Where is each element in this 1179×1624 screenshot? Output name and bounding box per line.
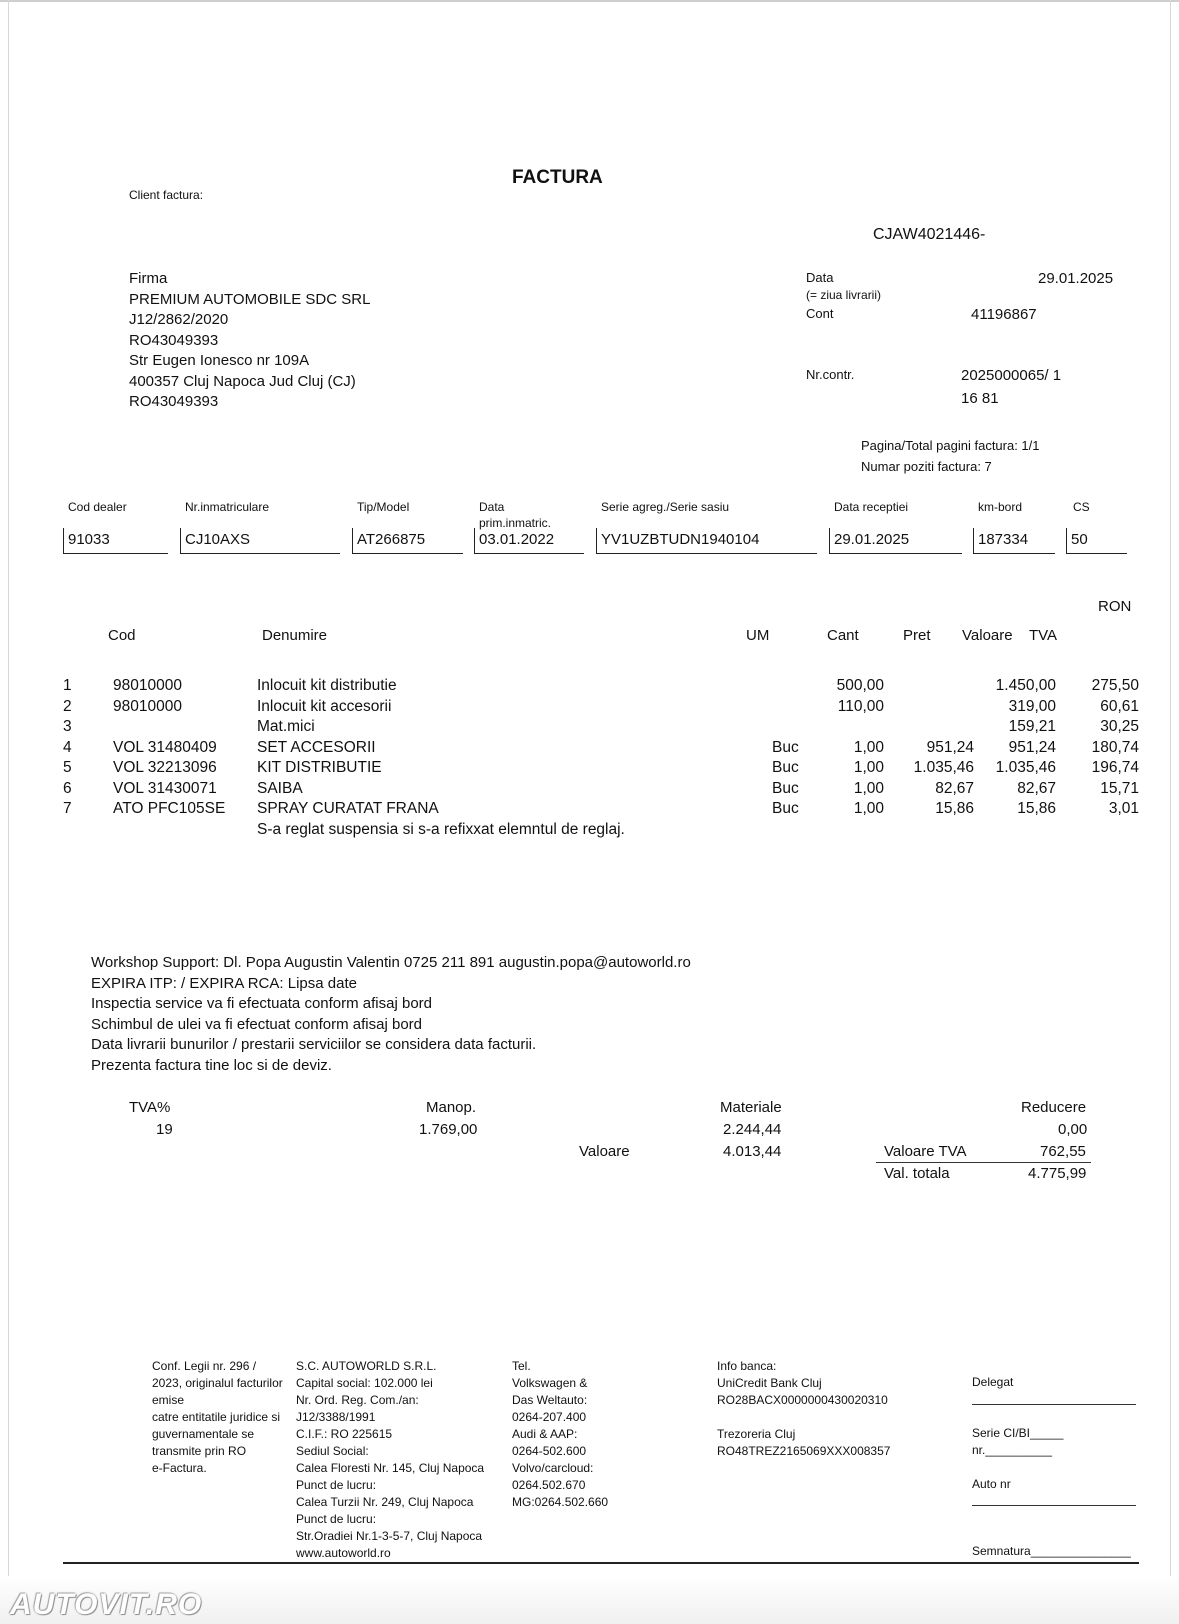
invoice-number: CJAW4021446- bbox=[873, 226, 986, 243]
header-data-receptiei: Data receptiei bbox=[834, 500, 909, 514]
footer-line: 2023, originalul facturilor bbox=[152, 1376, 283, 1390]
footer-line: Str.Oradiei Nr.1-3-5-7, Cluj Napoca bbox=[296, 1529, 483, 1543]
row-cant: 1,00 bbox=[853, 800, 884, 817]
value-nr-inmatriculare: CJ10AXS bbox=[180, 528, 340, 554]
row-tva: 3,01 bbox=[1108, 800, 1139, 817]
row-pret: 951,24 bbox=[926, 739, 974, 756]
note-line: Prezenta factura tine loc si de deviz. bbox=[91, 1056, 332, 1074]
client-line: Firma bbox=[129, 270, 168, 287]
footer-line: 0264-207.400 bbox=[512, 1410, 587, 1424]
footer-line: J12/3388/1991 bbox=[296, 1410, 376, 1424]
summary-tva-pct-label: TVA% bbox=[129, 1099, 171, 1116]
header-cod-dealer: Cod dealer bbox=[68, 500, 127, 514]
row-nr: 7 bbox=[63, 800, 72, 817]
row-valoare: 159,21 bbox=[1008, 718, 1056, 735]
note-line: Schimbul de ulei va fi efectuat conform afisaj bord bbox=[91, 1015, 423, 1033]
summary-val-totala-label: Val. totala bbox=[884, 1165, 950, 1182]
notes-block bbox=[91, 953, 691, 1076]
summary-val-totala: 4.775,99 bbox=[1028, 1165, 1087, 1182]
col-valoare: Valoare bbox=[962, 627, 1013, 644]
footer-line: Volvo/carcloud: bbox=[512, 1461, 594, 1475]
value-km-bord: 187334 bbox=[973, 528, 1055, 554]
row-nr: 5 bbox=[63, 759, 72, 776]
value-cs: 50 bbox=[1066, 528, 1127, 554]
invoice-title: FACTURA bbox=[512, 167, 603, 188]
summary-valoare: 4.013,44 bbox=[723, 1143, 782, 1160]
row-valoare: 1.035,46 bbox=[995, 759, 1056, 776]
row-nr: 2 bbox=[63, 698, 72, 715]
header-nr-inmatriculare: Nr.inmatriculare bbox=[185, 500, 270, 514]
data-label: Data bbox=[806, 270, 834, 285]
col-cant: Cant bbox=[827, 627, 859, 644]
note-line: Data livrarii bunurilor / prestarii serviciilor se considera data facturii. bbox=[91, 1036, 537, 1053]
footer-line: Capital social: 102.000 lei bbox=[296, 1376, 433, 1390]
summary-materiale: 2.244,44 bbox=[723, 1121, 782, 1138]
header-km-bord: km-bord bbox=[978, 500, 1023, 514]
footer-line: Punct de lucru: bbox=[296, 1512, 377, 1526]
footer-line: Calea Turzii Nr. 249, Cluj Napoca bbox=[296, 1495, 474, 1509]
client-line: PREMIUM AUTOMOBILE SDC SRL bbox=[129, 290, 371, 308]
footer-line: catre entitatile juridice si bbox=[152, 1410, 281, 1424]
summary-valoare-label: Valoare bbox=[579, 1143, 630, 1160]
client-line: Str Eugen Ionesco nr 109A bbox=[129, 352, 310, 369]
row-denumire: KIT DISTRIBUTIE bbox=[257, 759, 382, 776]
footer-legal bbox=[152, 1358, 283, 1477]
footer-divider bbox=[63, 1562, 1139, 1564]
client-line: 400357 Cluj Napoca Jud Cluj (CJ) bbox=[129, 372, 356, 390]
table-row bbox=[0, 780, 1179, 801]
table-row bbox=[0, 718, 1179, 739]
footer-line: Punct de lucru: bbox=[296, 1478, 377, 1492]
table-row bbox=[0, 698, 1179, 719]
footer-line: Nr. Ord. Reg. Com./an: bbox=[296, 1393, 419, 1407]
client-block bbox=[129, 269, 370, 413]
client-line: RO43049393 bbox=[129, 331, 219, 349]
client-line: J12/2862/2020 bbox=[129, 311, 229, 328]
value-serie: YV1UZBTUDN1940104 bbox=[596, 528, 817, 554]
auto-nr-label: Auto nr bbox=[972, 1477, 1011, 1491]
row-cod: 98010000 bbox=[113, 698, 182, 715]
cont-label: Cont bbox=[806, 306, 834, 321]
footer-line: MG:0264.502.660 bbox=[512, 1495, 609, 1509]
row-cod: ATO PFC105SE bbox=[113, 800, 226, 817]
footer-line: Das Weltauto: bbox=[512, 1393, 588, 1407]
summary-tva-pct: 19 bbox=[156, 1121, 173, 1138]
row-valoare: 951,24 bbox=[1008, 739, 1056, 756]
footer-line: Tel. bbox=[512, 1359, 531, 1373]
row-cant: 110,00 bbox=[837, 698, 884, 715]
row-valoare: 319,00 bbox=[1008, 698, 1056, 715]
footer-line: UniCredit Bank Cluj bbox=[717, 1376, 822, 1390]
note-line: Workshop Support: Dl. Popa Augustin Valentin 0725 211 891 augustin.popa@autoworld.ro bbox=[91, 954, 691, 971]
data-note: (= ziua livrarii) bbox=[806, 288, 882, 302]
page-count: Pagina/Total pagini factura: 1/1 bbox=[861, 438, 1040, 453]
footer-bank bbox=[717, 1358, 890, 1460]
row-denumire: SPRAY CURATAT FRANA bbox=[257, 800, 439, 817]
contract-value-2: 16 81 bbox=[961, 390, 999, 407]
footer-line: 0264.502.670 bbox=[512, 1478, 586, 1492]
summary-reducere: 0,00 bbox=[1058, 1121, 1088, 1138]
row-tva: 196,74 bbox=[1091, 759, 1139, 776]
row-cod: VOL 31430071 bbox=[113, 780, 217, 797]
header-tip-model: Tip/Model bbox=[357, 500, 410, 514]
col-pret: Pret bbox=[903, 627, 931, 644]
watermark-logo: AUTOVIT.RO bbox=[10, 1588, 203, 1621]
footer-line: Info banca: bbox=[717, 1359, 777, 1373]
header-data-prim-2: prim.inmatric. bbox=[479, 516, 552, 530]
row-tva: 15,71 bbox=[1100, 780, 1139, 797]
row-nr: 4 bbox=[63, 739, 72, 756]
col-denumire: Denumire bbox=[262, 627, 328, 644]
row-pret: 1.035,46 bbox=[913, 759, 974, 776]
table-row bbox=[0, 677, 1179, 698]
footer-line: emise bbox=[152, 1393, 185, 1407]
header-cs: CS bbox=[1073, 500, 1090, 514]
semnatura-label: Semnatura_______________ bbox=[972, 1544, 1131, 1558]
row-um: Buc bbox=[772, 759, 799, 776]
row-valoare: 15,86 bbox=[1017, 800, 1056, 817]
footer-line bbox=[717, 1409, 890, 1426]
row-nr: 6 bbox=[63, 780, 72, 797]
row-cod: 98010000 bbox=[113, 677, 182, 694]
summary-valoare-tva: 762,55 bbox=[1040, 1143, 1086, 1160]
value-data-receptiei: 29.01.2025 bbox=[829, 528, 962, 554]
footer-line: RO28BACX0000000430020310 bbox=[717, 1393, 888, 1407]
footer-line: Calea Floresti Nr. 145, Cluj Napoca bbox=[296, 1461, 485, 1475]
delegat-line bbox=[972, 1404, 1136, 1405]
row-cant: 1,00 bbox=[853, 739, 884, 756]
auto-nr-line bbox=[972, 1505, 1136, 1506]
summary-manop: 1.769,00 bbox=[419, 1121, 478, 1138]
footer-line: www.autoworld.ro bbox=[296, 1546, 391, 1560]
row-cod: VOL 31480409 bbox=[113, 739, 217, 756]
table-row bbox=[0, 739, 1179, 760]
footer-line: e-Factura. bbox=[152, 1461, 207, 1475]
row-tva: 30,25 bbox=[1100, 718, 1139, 735]
footer-line: Volkswagen & bbox=[512, 1376, 588, 1390]
table-row bbox=[0, 759, 1179, 780]
header-data-prim: Data bbox=[479, 500, 505, 514]
footer-line: Sediul Social: bbox=[296, 1444, 369, 1458]
contract-value: 2025000065/ 1 bbox=[961, 367, 1062, 384]
invoice-date: 29.01.2025 bbox=[1038, 270, 1114, 287]
row-denumire: Inlocuit kit distributie bbox=[257, 677, 397, 694]
value-data-prim: 03.01.2022 bbox=[474, 528, 584, 554]
row-denumire: SAIBA bbox=[257, 780, 303, 797]
header-serie: Serie agreg./Serie sasiu bbox=[601, 500, 730, 514]
row-cant: 1,00 bbox=[853, 780, 884, 797]
row-denumire: Inlocuit kit accesorii bbox=[257, 698, 392, 715]
footer-line: transmite prin RO bbox=[152, 1444, 247, 1458]
contract-label: Nr.contr. bbox=[806, 367, 855, 382]
row-cod: VOL 32213096 bbox=[113, 759, 217, 776]
row-um: Buc bbox=[772, 739, 799, 756]
currency: RON bbox=[1098, 598, 1132, 615]
col-cod: Cod bbox=[108, 627, 136, 644]
footer-line: Trezoreria Cluj bbox=[717, 1427, 796, 1441]
serie-ci-label: Serie CI/BI_____ bbox=[972, 1426, 1064, 1440]
footer-line: Audi & AAP: bbox=[512, 1427, 578, 1441]
row-cant: 500,00 bbox=[836, 677, 884, 694]
row-denumire: SET ACCESORII bbox=[257, 739, 376, 756]
summary-reducere-label: Reducere bbox=[1021, 1099, 1087, 1116]
summary-divider bbox=[876, 1162, 1091, 1163]
value-tip-model: AT266875 bbox=[352, 528, 463, 554]
row-denumire: Mat.mici bbox=[257, 718, 315, 735]
row-tva: 275,50 bbox=[1091, 677, 1139, 694]
items-note: S-a reglat suspensia si s-a refixxat elemntul de reglaj. bbox=[257, 821, 625, 838]
note-line: Inspectia service va fi efectuata conform afisaj bord bbox=[91, 995, 433, 1012]
table-row bbox=[0, 800, 1179, 821]
summary-materiale-label: Materiale bbox=[720, 1099, 782, 1116]
positions-count: Numar poziti factura: 7 bbox=[861, 459, 992, 474]
cont-value: 41196867 bbox=[971, 306, 1037, 323]
footer-line: 0264-502.600 bbox=[512, 1444, 587, 1458]
col-tva: TVA bbox=[1029, 627, 1058, 644]
row-nr: 1 bbox=[63, 677, 72, 694]
client-line: RO43049393 bbox=[129, 393, 219, 410]
row-tva: 60,61 bbox=[1100, 698, 1139, 715]
col-um: UM bbox=[746, 627, 770, 644]
footer-line: S.C. AUTOWORLD S.R.L. bbox=[296, 1359, 437, 1373]
row-pret: 82,67 bbox=[935, 780, 974, 797]
row-valoare: 1.450,00 bbox=[995, 677, 1056, 694]
page-top-edge bbox=[0, 0, 1179, 2]
row-tva: 180,74 bbox=[1091, 739, 1139, 756]
client-label: Client factura: bbox=[129, 188, 204, 202]
nr-label: nr.__________ bbox=[972, 1443, 1053, 1457]
summary-manop-label: Manop. bbox=[426, 1099, 477, 1116]
value-cod-dealer: 91033 bbox=[63, 528, 168, 554]
note-line: EXPIRA ITP: / EXPIRA RCA: Lipsa date bbox=[91, 974, 357, 992]
row-pret: 15,86 bbox=[935, 800, 974, 817]
summary-valoare-tva-label: Valoare TVA bbox=[884, 1143, 967, 1160]
footer-line: C.I.F.: RO 225615 bbox=[296, 1427, 393, 1441]
footer-line: Conf. Legii nr. 296 / bbox=[152, 1359, 257, 1373]
row-nr: 3 bbox=[63, 718, 72, 735]
row-cant: 1,00 bbox=[853, 759, 884, 776]
footer-company bbox=[296, 1358, 484, 1562]
footer-phones bbox=[512, 1358, 608, 1511]
row-um: Buc bbox=[772, 800, 799, 817]
footer-line: RO48TREZ2165069XXX008357 bbox=[717, 1444, 891, 1458]
row-um: Buc bbox=[772, 780, 799, 797]
row-valoare: 82,67 bbox=[1017, 780, 1056, 797]
delegat-label: Delegat bbox=[972, 1375, 1014, 1389]
footer-line: guvernamentale se bbox=[152, 1427, 255, 1441]
